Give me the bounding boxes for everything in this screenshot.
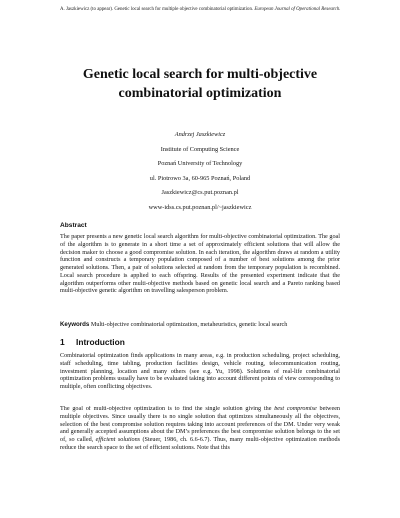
efficient-solutions-term: efficient solutions xyxy=(95,437,141,443)
section-title: Introduction xyxy=(76,337,125,347)
intro-p2-part-a: The goal of multi-objective optimization is to find the single solution giving the xyxy=(60,406,275,412)
citation-text: A. Jaszkiewicz (to appear). Genetic local search for multiple objective combinatorial optimization. xyxy=(60,7,254,12)
title-line-2: combinatorial optimization xyxy=(118,85,282,101)
abstract-heading: Abstract xyxy=(60,222,87,229)
intro-p2-part-b: between multiple objectives. Since usually there is no single solution that optimizes simultaneously all the objectives, selection of the best compromise solution requires taking into account preferences of the DM. Under very weak and generally accepted assumptions about the DM’s preferences the best compromise solution belongs to the set of, so called, xyxy=(60,406,340,443)
intro-paragraph-2 xyxy=(60,406,340,518)
section-heading-introduction xyxy=(60,337,125,347)
intro-p2-part-c: (Steuer, 1986, ch. 6.6-6.7). Thus, many multi-objective optimization methods reduce the search space to the set of efficient solutions. Note that this xyxy=(60,437,340,451)
best-compromise-term: best compromise xyxy=(274,406,317,412)
author-web: www-idss.cs.put.poznan.pl/~jaszkiewicz xyxy=(148,203,252,211)
abstract-text: The paper presents a new genetic local search algorithm for multi-objective combinatorial optimization. The goal of the algorithm is to generate in a short time a set of approximately efficient solutions that will allow the decision maker to choose a good compromise solution. In each iteration, the algorithm draws at random a utility function and constructs a temporary population composed of a number of best solutions among the prior generated solutions. Then, a pair of solutions selected at random from the temporary population is recombined. Local search procedure is applied to each offspring. Results of the presented experiment indicate that the algorithm outperforms other multi-objective methods based on genetic local search and a Pareto ranking based multi-objective genetic algorithm on travelling salesperson problem. xyxy=(60,234,340,295)
author-address: ul. Piotrowo 3a, 60-965 Poznań, Poland xyxy=(149,174,251,182)
author-university: Poznań University of Technology xyxy=(157,160,243,167)
keywords-text: Multi-objective combinatorial optimization, metaheuristics, genetic local search xyxy=(90,322,288,328)
author-block xyxy=(60,128,340,215)
author-name: Andrzej Jaszkiewicz xyxy=(174,131,226,138)
author-institute: Institute of Computing Science xyxy=(160,145,240,153)
citation-journal: European Journal of Operational Research. xyxy=(254,7,341,12)
title-line-1: Genetic local search for multi-objective xyxy=(82,67,318,82)
keywords xyxy=(60,321,340,330)
intro-paragraph-1: Combinatorial optimization finds applications in many areas, e.g. in production scheduling, project scheduling, staff scheduling, time tabling, production facilities design, vehicle routing, telecommunication routing, investment planning, location and many others (see e.g. Yu, 1998). Solutions of real-life combinatorial optimization problems usually have to be evaluated taking into account different points of view corresponding to multiple, often conflicting objectives. xyxy=(60,353,340,390)
author-email: Jaszkiewicz@cs.put.poznan.pl xyxy=(161,189,239,196)
keywords-label: Keywords xyxy=(60,321,90,328)
citation-header xyxy=(60,7,360,14)
paper-title xyxy=(40,66,360,103)
section-number: 1 xyxy=(60,337,65,347)
